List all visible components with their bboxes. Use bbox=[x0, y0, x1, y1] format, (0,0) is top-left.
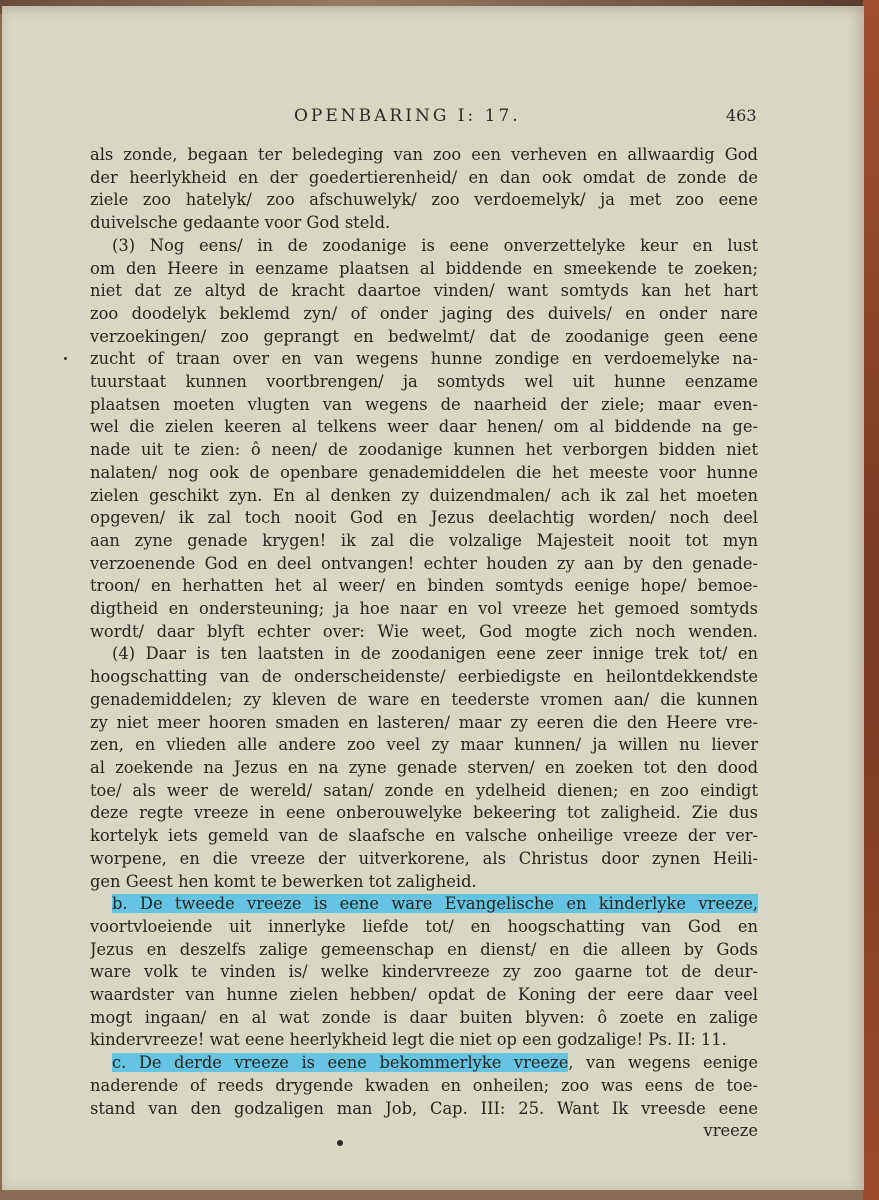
text-line: als zonde, begaan ter beledeging van zoo een verheven en allwaardig God bbox=[90, 145, 758, 164]
text-line: hoogschatting van de onderscheidenste/ eerbiedigste en heilontdekkendste bbox=[90, 667, 758, 687]
text-line: verzoekingen/ zoo geprangt en bedwelmt/ dat de zoodanige geen eene bbox=[90, 326, 758, 346]
body-text bbox=[90, 144, 758, 1143]
highlight-marker: c. De derde vreeze is eene bekommerlyke vreeze bbox=[112, 1053, 569, 1073]
text-line: mogt ingaan/ en al wat zonde is daar buiten blyven: ô zoete en zalige bbox=[90, 1007, 758, 1027]
text-line: stand van den godzaligen man Job, Cap. III: 25. Want Ik vreesde eene bbox=[90, 1098, 758, 1118]
book-cover-edge-right bbox=[863, 0, 879, 1200]
text-line: zielen geschikt zyn. En al denken zy duizendmalen/ ach ik zal het moeten bbox=[90, 485, 758, 505]
text-line: waardster van hunne zielen hebben/ opdat de Koning der eere daar veel bbox=[90, 985, 758, 1005]
text-line: zy niet meer hooren smaden en lasteren/ maar zy eeren die den Heere vre- bbox=[90, 712, 758, 732]
text-line: digtheid en ondersteuning; ja hoe naar en vol vreeze het gemoed somtyds bbox=[90, 599, 758, 619]
text-line: toe/ als weer de wereld/ satan/ zonde en ydelheid dienen; en zoo eindigt bbox=[90, 780, 758, 800]
book-page bbox=[2, 6, 864, 1190]
page-number: 463 bbox=[726, 106, 757, 125]
text-line-rest: , van wegens eenige bbox=[568, 1053, 758, 1073]
page-header bbox=[2, 106, 864, 130]
text-line: niet dat ze altyd de kracht daartoe vinden/ want somtyds kan het hart bbox=[90, 281, 758, 301]
paragraph-3-start: (3) Nog eens/ in de zoodanige is eene onverzettelyke keur en lust bbox=[112, 235, 758, 255]
text-line: zen, en vlieden alle andere zoo veel zy maar kunnen/ ja willen nu liever bbox=[90, 735, 758, 755]
text-line: deze regte vreeze in eene onberouwelyke bekeering tot zaligheid. Zie dus bbox=[90, 803, 758, 823]
text-line: al zoekende na Jezus en na zyne genade sterven/ en zoeken tot den dood bbox=[90, 757, 758, 777]
text-line: naderende of reeds drygende kwaden en onheilen; zoo was eens de toe- bbox=[90, 1075, 758, 1095]
printer-dot bbox=[337, 1140, 343, 1146]
paragraph-4-start: (4) Daar is ten laatsten in de zoodanigen eene zeer innige trek tot/ en bbox=[112, 644, 758, 664]
text-line: worpene, en die vreeze der uitverkorene, als Christus door zynen Heili- bbox=[90, 848, 758, 868]
text-line: opgeven/ ik zal toch nooit God en Jezus deelachtig worden/ noch deel bbox=[90, 508, 758, 528]
running-title: OPENBARING I: 17. bbox=[294, 106, 521, 126]
section-b-heading bbox=[90, 893, 758, 916]
margin-mark bbox=[64, 357, 67, 360]
text-line: verzoenende God en deel ontvangen! echter houden zy aan by den genade- bbox=[90, 553, 758, 573]
text-line: ziele zoo hatelyk/ zoo afschuwelyk/ zoo verdoemelyk/ ja met zoo eene bbox=[90, 190, 758, 210]
text-line: voortvloeiende uit innerlyke liefde tot/ en hoogschatting van God en bbox=[90, 916, 758, 936]
text-line: gen Geest hen komt te bewerken tot zaligheid. bbox=[90, 871, 477, 891]
text-line: wordt/ daar blyft echter over: Wie weet, God mogte zich noch wenden. bbox=[90, 621, 758, 641]
text-line: nade uit te zien: ô neen/ de zoodanige kunnen het verborgen bidden niet bbox=[90, 440, 758, 460]
text-line: kortelyk iets gemeld van de slaafsche en valsche onheilige vreeze der ver- bbox=[90, 826, 758, 846]
text-line: der heerlykheid en der goedertierenheid/ en dan ook omdat de zonde de bbox=[90, 167, 758, 187]
text-line: wel die zielen keeren al telkens weer daar henen/ om al biddende na ge- bbox=[90, 417, 758, 437]
text-line: nalaten/ nog ook de openbare genademiddelen die het meeste voor hunne bbox=[90, 462, 758, 482]
text-line: zucht of traan over en van wegens hunne zondige en verdoemelyke na- bbox=[90, 349, 758, 369]
section-c-heading bbox=[90, 1052, 758, 1075]
text-line: kindervreeze! wat eene heerlykheid legt die niet op een godzalige! Ps. II: 11. bbox=[90, 1030, 727, 1050]
highlight-marker: b. De tweede vreeze is eene ware Evangelische en kinderlyke vreeze, bbox=[112, 894, 758, 914]
text-line: tuurstaat kunnen voortbrengen/ ja somtyds wel uit hunne eenzame bbox=[90, 372, 758, 392]
text-line: aan zyne genade krygen! ik zal die volzalige Majesteit nooit tot myn bbox=[90, 530, 758, 550]
text-line: om den Heere in eenzame plaatsen al biddende en smeekende te zoeken; bbox=[90, 258, 758, 278]
text-line: troon/ en herhatten het al weer/ en binden somtyds eenige hope/ bemoe- bbox=[90, 576, 758, 596]
text-line: genademiddelen; zy kleven de ware en teederste vromen aan/ die kunnen bbox=[90, 689, 758, 709]
catchword: vreeze bbox=[703, 1121, 758, 1141]
text-line: plaatsen moeten vlugten van wegens de naarheid der ziele; maar even- bbox=[90, 394, 758, 414]
text-line: Jezus en deszelfs zalige gemeenschap en dienst/ en die alleen by Gods bbox=[90, 939, 758, 959]
text-line: ware volk te vinden is/ welke kindervreeze zy zoo gaarne tot de deur- bbox=[90, 962, 758, 982]
text-line: zoo doodelyk beklemd zyn/ of onder jaging des duivels/ en onder nare bbox=[90, 303, 758, 323]
text-line: duivelsche gedaante voor God steld. bbox=[90, 213, 391, 233]
